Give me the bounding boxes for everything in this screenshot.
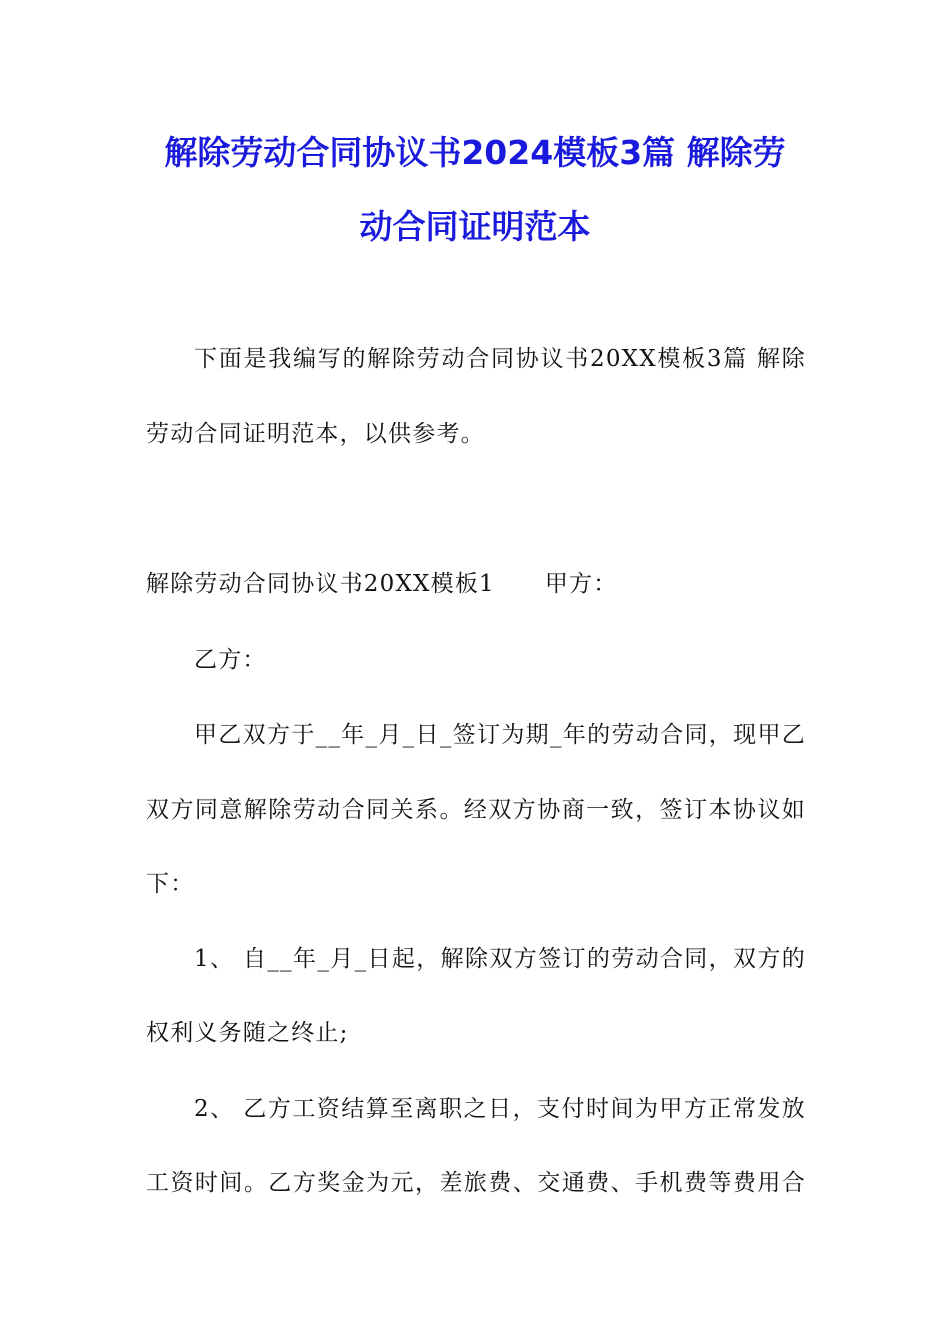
section-heading: 解除劳动合同协议书20XX模板1 bbox=[146, 571, 495, 597]
item-1-line-2: 权利义务随之终止; bbox=[146, 1020, 349, 1046]
paragraph-1-line-3: 下： bbox=[146, 871, 195, 897]
document-title-line-1: 解除劳动合同协议书2024模板3篇 解除劳 bbox=[164, 133, 786, 172]
item-1-line-1: 1、 自__年_月_日起，解除双方签订的劳动合同，双方的 bbox=[194, 946, 806, 972]
paragraph-1-line-1: 甲乙双方于__年_月_日_签订为期_年的劳动合同，现甲乙 bbox=[194, 722, 806, 748]
party-b-label: 乙方： bbox=[194, 647, 267, 673]
intro-line-2: 劳动合同证明范本，以供参考。 bbox=[146, 421, 485, 447]
party-a-label: 甲方： bbox=[544, 571, 618, 597]
item-2-line-2: 工资时间。乙方奖金为元，差旅费、交通费、手机费等费用合 bbox=[146, 1170, 806, 1196]
document-title-line-2: 动合同证明范本 bbox=[359, 207, 591, 246]
item-2-line-1: 2、 乙方工资结算至离职之日，支付时间为甲方正常发放 bbox=[194, 1096, 806, 1122]
intro-line-1: 下面是我编写的解除劳动合同协议书20XX模板3篇 解除 bbox=[194, 346, 806, 372]
paragraph-1-line-2: 双方同意解除劳动合同关系。经双方协商一致，签订本协议如 bbox=[146, 797, 806, 823]
section-heading-row bbox=[146, 568, 806, 600]
